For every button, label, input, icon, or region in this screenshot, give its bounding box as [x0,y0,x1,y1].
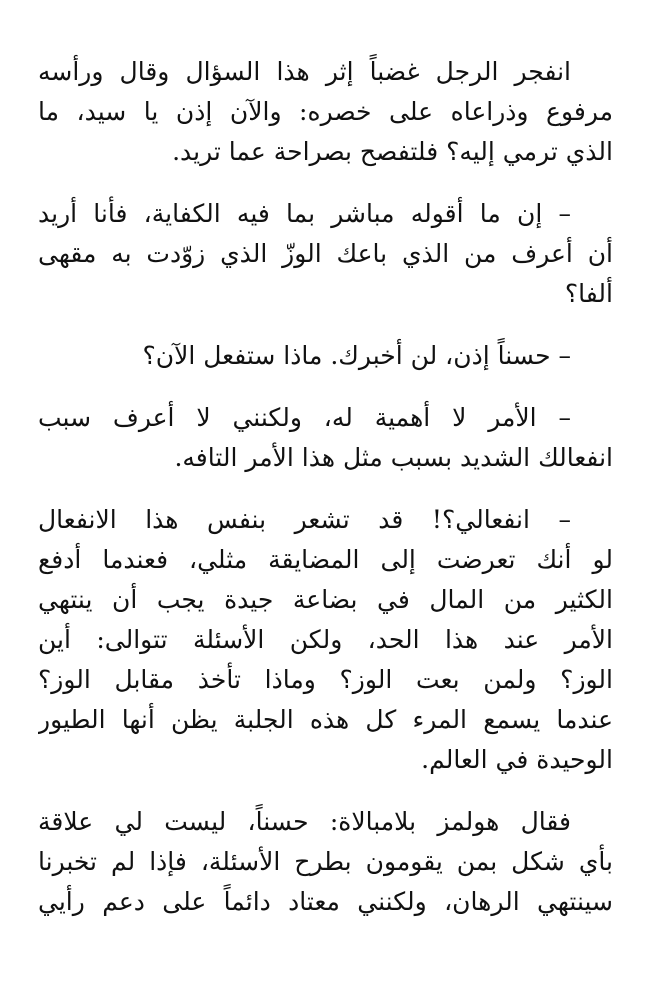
text-line: الوحيدة في العالم. [421,745,613,774]
paragraph-dialogue-1 [38,194,613,314]
paragraph-gap [38,478,613,500]
text-line: الأمر عند هذا الحد، ولكن الأسئلة تتوالى: أين [38,625,613,654]
paragraph-gap [38,780,613,802]
text-line: الذي ترمي إليه؟ فلتفصح بصراحة عما تريد. [172,137,613,166]
text-line: ألفا؟ [564,279,613,308]
paragraph-gap [38,314,613,336]
text-line: انفجر الرجل غضباً إثر هذا السؤال وقال ورأسه [38,57,571,86]
paragraph-gap [38,376,613,398]
text-line: بأي شكل بمن يقومون بطرح الأسئلة، فإذا لم تخبرنا [38,847,613,876]
paragraph-dialogue-2 [38,336,613,376]
text-line: انفعالك الشديد بسبب مثل هذا الأمر التافه. [174,443,613,472]
text-line: – انفعالي؟! قد تشعر بنفس هذا الانفعال [38,505,571,534]
text-line: عندما يسمع المرء كل هذه الجلبة يظن أنها الطيور [38,705,613,734]
paragraph-narration-2 [38,802,613,922]
text-line: فقال هولمز بلامبالاة: حسناً، ليست لي علاقة [38,807,571,836]
text-line: أن أعرف من الذي باعك الوزّ الذي زوّدت به مقهى [38,239,613,268]
text-line: مرفوع وذراعاه على خصره: والآن إذن يا سيد، ما [38,97,613,126]
paragraph-narration-1 [38,52,613,172]
text-line: – حسناً إذن، لن أخبرك. ماذا ستفعل الآن؟ [142,341,571,370]
paragraph-dialogue-4 [38,500,613,780]
text-line: الكثير من المال في بضاعة جيدة يجب أن ينتهي [38,585,613,614]
paragraph-gap [38,172,613,194]
text-line: – الأمر لا أهمية له، ولكنني لا أعرف سبب [38,403,571,432]
text-line: الوز؟ ولمن بعت الوز؟ وماذا تأخذ مقابل الوز؟ [38,665,613,694]
text-line: سينتهي الرهان، ولكنني معتاد دائماً على دعم رأيي [38,887,613,916]
text-line: – إن ما أقوله مباشر بما فيه الكفاية، فأنا أريد [38,199,571,228]
text-line: لو أنك تعرضت إلى المضايقة مثلي، فعندما أدفع [38,545,613,574]
paragraph-dialogue-3 [38,398,613,478]
